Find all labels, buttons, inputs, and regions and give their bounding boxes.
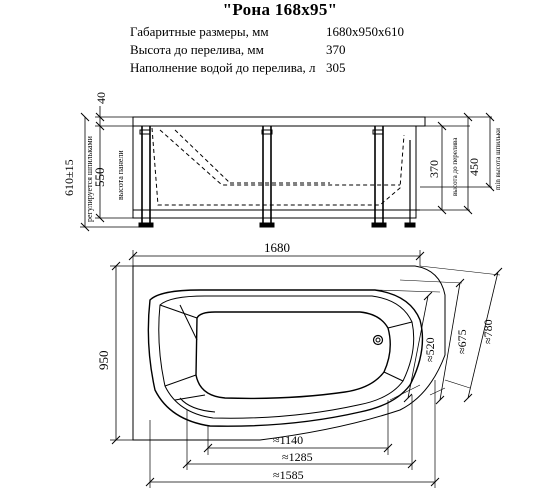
studs-caption: регулируется шпильками xyxy=(85,136,94,222)
foot xyxy=(372,223,386,227)
tub-bottom xyxy=(196,312,390,398)
drain-icon xyxy=(374,336,383,345)
dim-450-label: 450 xyxy=(467,158,481,176)
foot xyxy=(405,223,415,227)
drain-inner xyxy=(376,338,380,342)
dim-520-label: ≈520 xyxy=(423,337,437,362)
tub-hidden-contour xyxy=(152,128,404,205)
dim-40-label: 40 xyxy=(94,92,108,104)
dim-780-label: ≈780 xyxy=(481,319,495,344)
overflow-caption: высота до перелива xyxy=(451,137,459,196)
spec-label: Высота до перелива, мм xyxy=(130,42,264,57)
panel-height-caption: высота панели xyxy=(116,150,125,200)
foot xyxy=(260,223,274,227)
spec-value: 1680х950х610 xyxy=(326,24,404,39)
dim-370-label: 370 xyxy=(427,160,441,178)
dim-550-label: 550 xyxy=(92,167,107,187)
spec-value: 370 xyxy=(326,42,346,57)
dim-1285-label: ≈1285 xyxy=(282,450,313,464)
spec-label: Наполнение водой до перелива, л xyxy=(130,60,316,75)
dim-610-label: 610±15 xyxy=(62,159,76,196)
tub-inner-hidden xyxy=(160,130,400,185)
drawing-title: "Рона 168х95" xyxy=(222,0,338,19)
spec-label: Габаритные размеры, мм xyxy=(130,24,269,39)
bathtub-rim xyxy=(133,117,425,126)
min-stud-caption: min высота шпильки xyxy=(494,128,502,190)
dim-1140-label: ≈1140 xyxy=(273,433,304,447)
dim-950-label: 950 xyxy=(96,350,111,370)
dim-1585-label: ≈1585 xyxy=(273,468,304,482)
dim-675-label: ≈675 xyxy=(455,329,469,354)
spec-value: 305 xyxy=(326,60,346,75)
foot xyxy=(139,223,153,227)
front-panel xyxy=(133,126,416,218)
tub-inner-hidden-2 xyxy=(175,130,330,183)
dim-1680-label: 1680 xyxy=(264,240,290,255)
tub-outer-outline xyxy=(133,266,445,440)
